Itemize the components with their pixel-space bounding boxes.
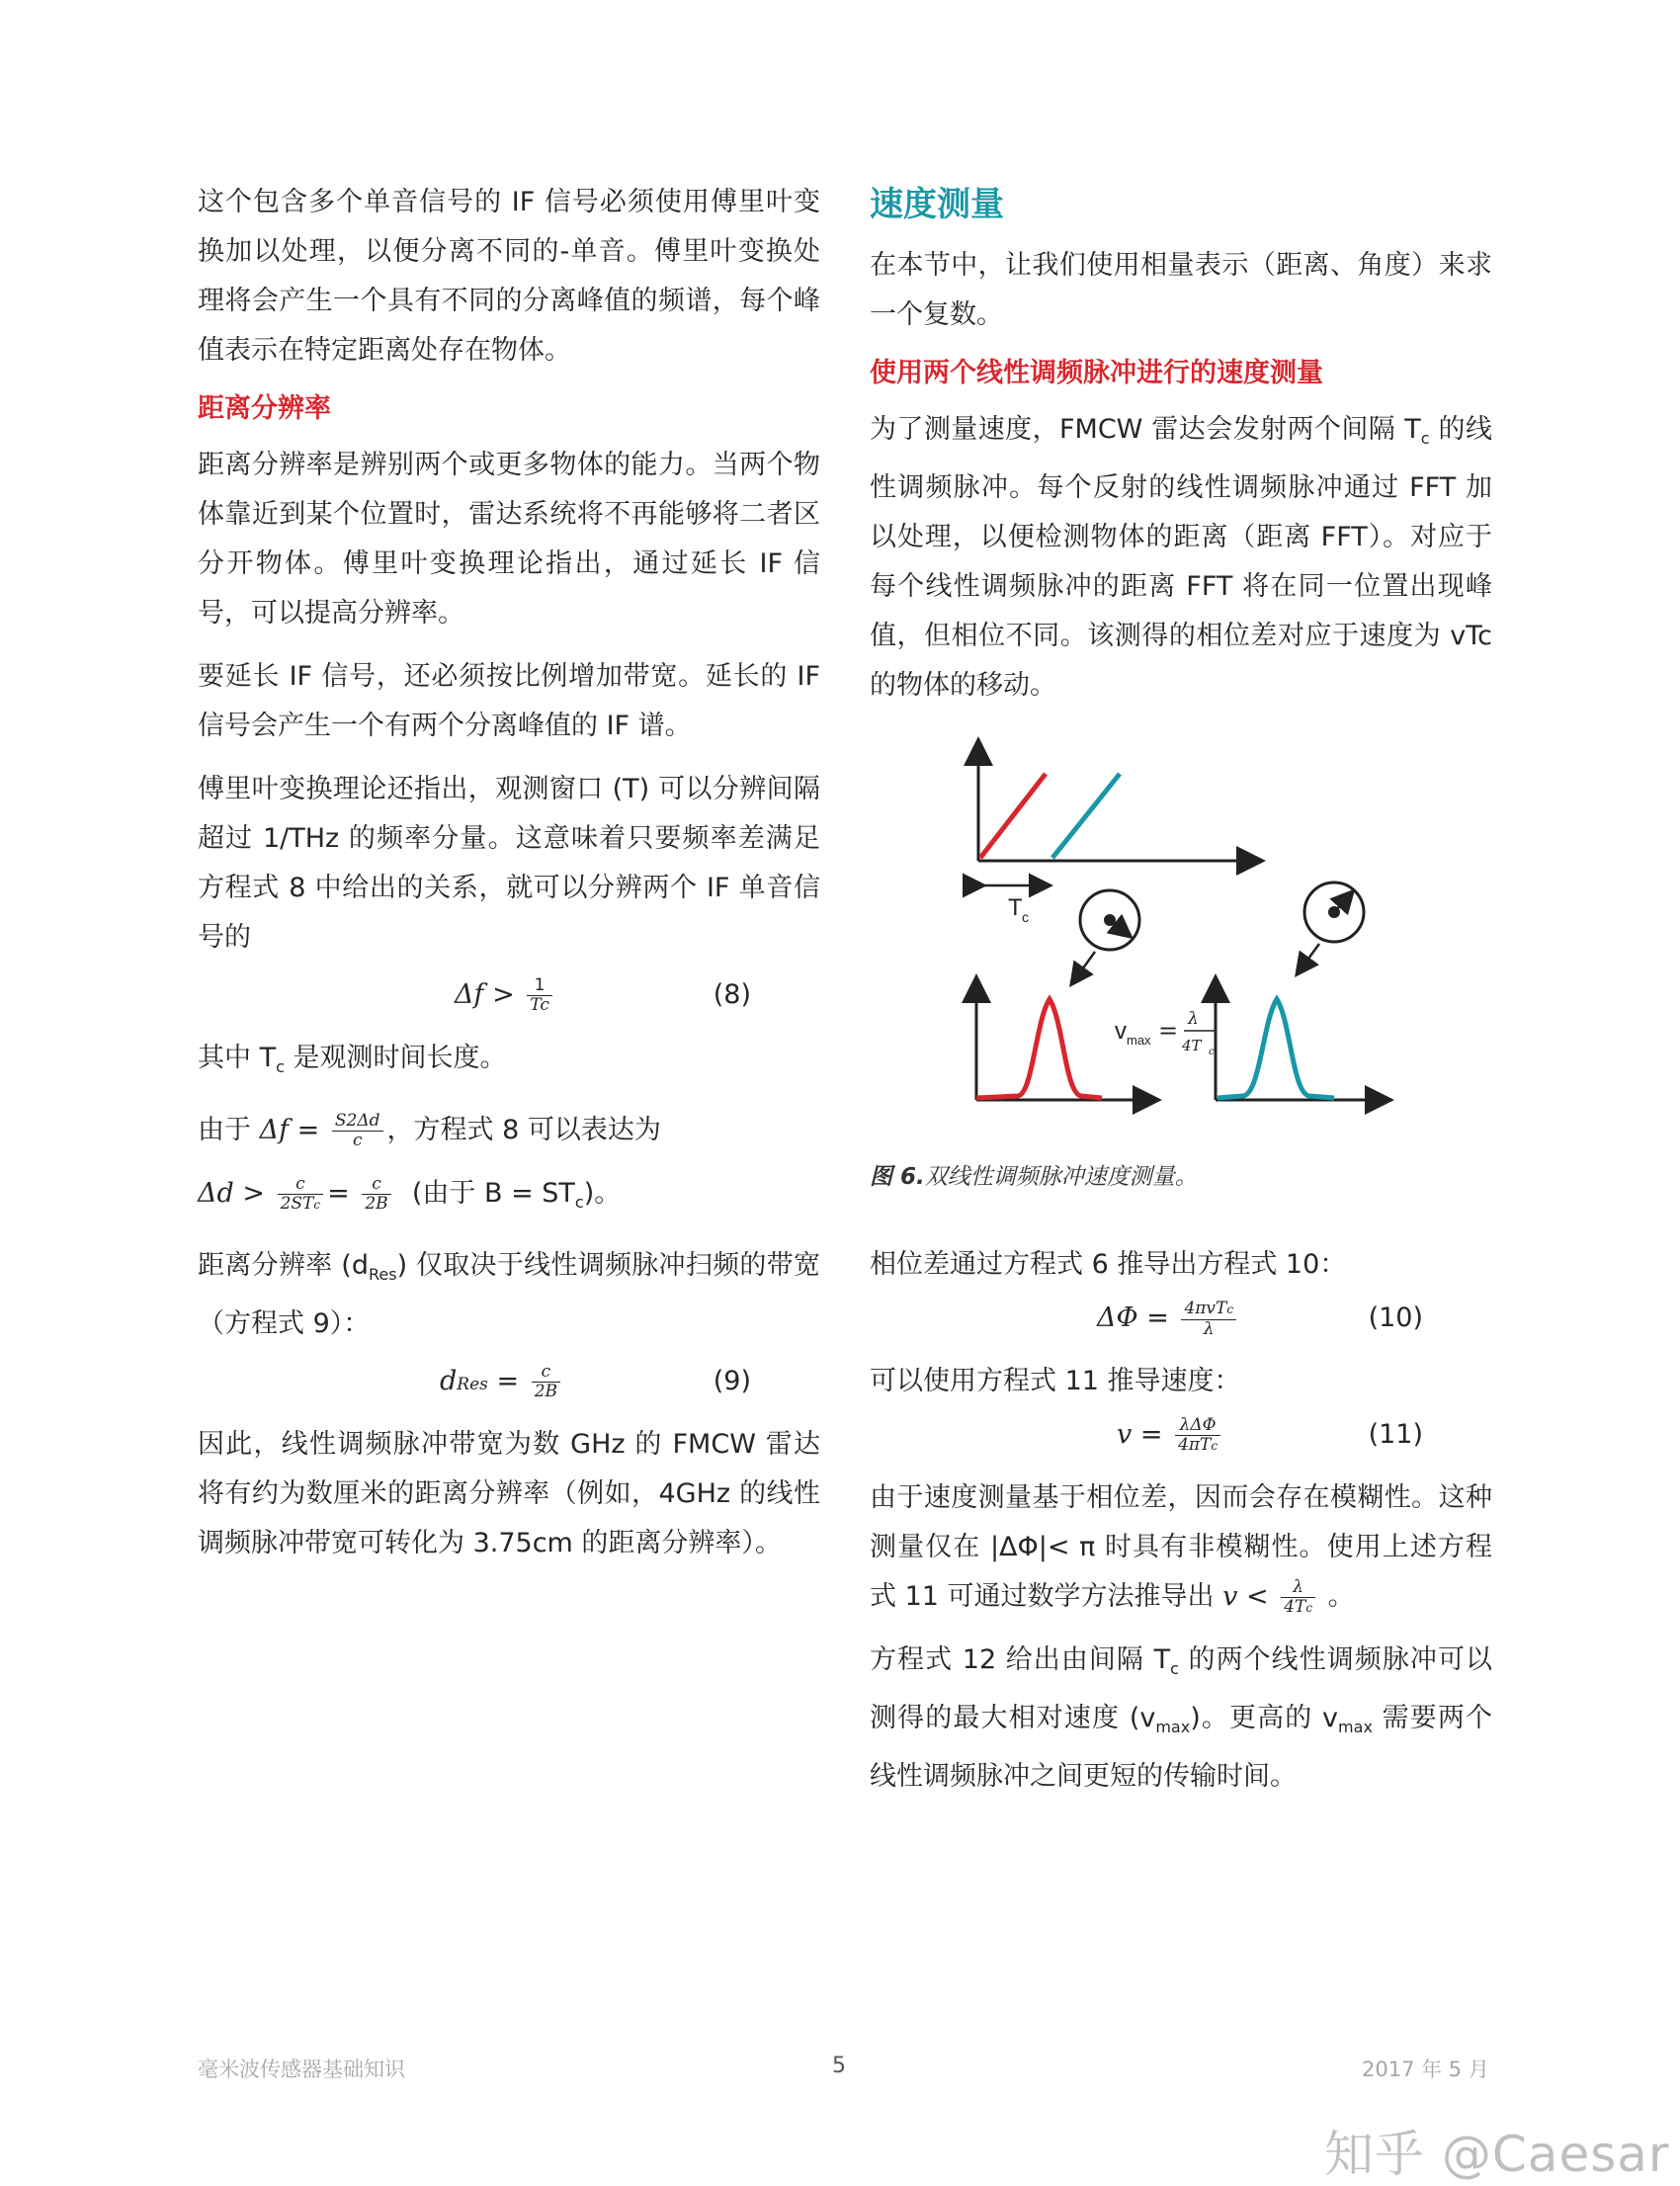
equation-11: v = $\frac{\text{λΔΦ}}{\text{4πTc}}$ (11)	[870, 1406, 1492, 1464]
phasor-1	[1072, 890, 1139, 983]
chirp-time-plot	[978, 742, 1260, 925]
figure-two-chirp-velocity	[870, 724, 1492, 1159]
equation-10-number: (10)	[1368, 1303, 1423, 1333]
paragraph-ambiguity: 由于速度测量基于相位差，因而会存在模糊性。这种测量仅在 |ΔΦ|< π 时具有非模糊性。使用上述方程式 11 可通过数学方法推导出 v < $\frac{\lambda}{4Tc}$ 。	[870, 1482, 1492, 1617]
svg-text:c: c	[1209, 1047, 1215, 1057]
heading-range-resolution: 距离分辨率	[198, 393, 331, 424]
svg-text:c: c	[1022, 909, 1029, 925]
paragraph-derive-velocity: 可以使用方程式 11 推导速度：	[870, 1366, 1241, 1396]
svg-text:max: max	[1127, 1033, 1151, 1048]
paragraph-conclusion: 因此，线性调频脉冲带宽为数 GHz 的 FMCW 雷达将有约为数厘米的距离分辨率（例如，4GHz 的线性调频脉冲带宽可转化为 3.75cm 的距离分辨率）。	[198, 1429, 820, 1558]
vmax-formula	[1115, 1009, 1216, 1057]
svg-text:4T: 4T	[1182, 1037, 1202, 1054]
paragraph-two-chirps: 为了测量速度，FMCW 雷达会发射两个间隔 $T_c$ 的线性调频脉冲。每个反射的线性调频脉冲通过 FFT 加以处理，以便检测物体的距离（距离 FFT）。对应于每个线性调频脉冲的距离 FFT 将在同一位置出现峰值，但相位不同。该测得的相位差对应于速度为 vTc 的物体的移动。	[870, 414, 1492, 701]
footer-date: 2017 年 5 月	[1362, 2058, 1489, 2081]
tc-label: T	[1008, 894, 1023, 921]
range-fft-peak-2	[1216, 979, 1388, 1100]
heading-two-chirps: 使用两个线性调频脉冲进行的速度测量	[870, 358, 1323, 388]
paragraph-phasor: 在本节中，让我们使用相量表示（距离、角度）来求一个复数。	[870, 250, 1492, 330]
paragraph-dres: 距离分辨率 $(d_{Res})$ 仅取决于线性调频脉冲扫频的带宽（方程式 9）：	[198, 1250, 820, 1339]
equation-8-number: (8)	[713, 979, 751, 1010]
paragraph-phase-diff: 相位差通过方程式 6 推导出方程式 10：	[870, 1249, 1347, 1280]
svg-text:=: =	[1158, 1017, 1179, 1045]
svg-text:v: v	[1115, 1018, 1127, 1045]
heading-velocity-measurement: 速度测量	[870, 185, 1004, 224]
paragraph-observation-window: 傅里叶变换理论还指出，观测窗口 (T) 可以分辨间隔超过 1/THz 的频率分量。这意味着只要频率差满足方程式 8 中给出的关系，就可以分辨两个 IF 单音信号的	[198, 774, 820, 953]
phasor-2	[1298, 883, 1364, 973]
figure-6-diagram	[870, 724, 1492, 1159]
paragraph-vmax: 方程式 12 给出由间隔 $T_c$ 的两个线性调频脉冲可以测得的最大相对速度 $(v_{max})$。更高的 $v_{max}$ 需要两个线性调频脉冲之间更短的传输时间。	[870, 1644, 1492, 1792]
footer-page-number: 5	[832, 2054, 846, 2078]
equation-10: ΔΦ = $\frac{\text{4πvTc}}{\lambda}$ (10)	[870, 1290, 1492, 1347]
svg-text:λ: λ	[1188, 1009, 1199, 1029]
watermark: 知乎 @Caesar	[1324, 2126, 1670, 2183]
equation-9: dRes = $\frac{c}{2B}$ (9)	[198, 1353, 820, 1410]
equation-8: Δf > $\frac{1}{Tc}$ (8)	[198, 967, 820, 1024]
paragraph-resolution-intro: 距离分辨率是辨别两个或更多物体的能力。当两个物体靠近到某个位置时，雷达系统将不再能够将二者区分开物体。傅里叶变换理论指出，通过延长 IF 信号，可以提高分辨率。	[198, 450, 820, 629]
paragraph-delta-d: Δd > $\frac{c}{\text{2STc}}$ = $\frac{c}{2B}$ (由于 $B = ST_c$)。	[198, 1173, 622, 1214]
chirp-2-line	[1052, 774, 1120, 858]
right-column	[870, 178, 1492, 1815]
footer-title: 毫米波传感器基础知识	[198, 2058, 405, 2081]
paragraph-tc-definition: 其中 $T_c$ 是观测时间长度。	[198, 1043, 507, 1076]
chirp-1-line	[980, 774, 1046, 858]
figure-6-caption: 图 6.双线性调频脉冲速度测量。	[870, 1164, 1198, 1190]
paragraph-extend-if: 要延长 IF 信号，还必须按比例增加带宽。延长的 IF 信号会产生一个有两个分离峰值的 IF 谱。	[198, 661, 820, 741]
equation-9-number: (9)	[713, 1366, 751, 1396]
paragraph-since-delta-f: 由于 Δf = $\frac{S2\Delta d}{c}$ ，方程式 8 可以表达为	[198, 1111, 661, 1150]
paragraph-fourier: 这个包含多个单音信号的 IF 信号必须使用傅里叶变换加以处理，以便分离不同的-单音。傅里叶变换处理将会产生一个具有不同的分离峰值的频谱，每个峰值表示在特定距离处存在物体。	[198, 187, 820, 366]
left-column	[198, 178, 820, 1582]
equation-11-number: (11)	[1368, 1419, 1423, 1450]
